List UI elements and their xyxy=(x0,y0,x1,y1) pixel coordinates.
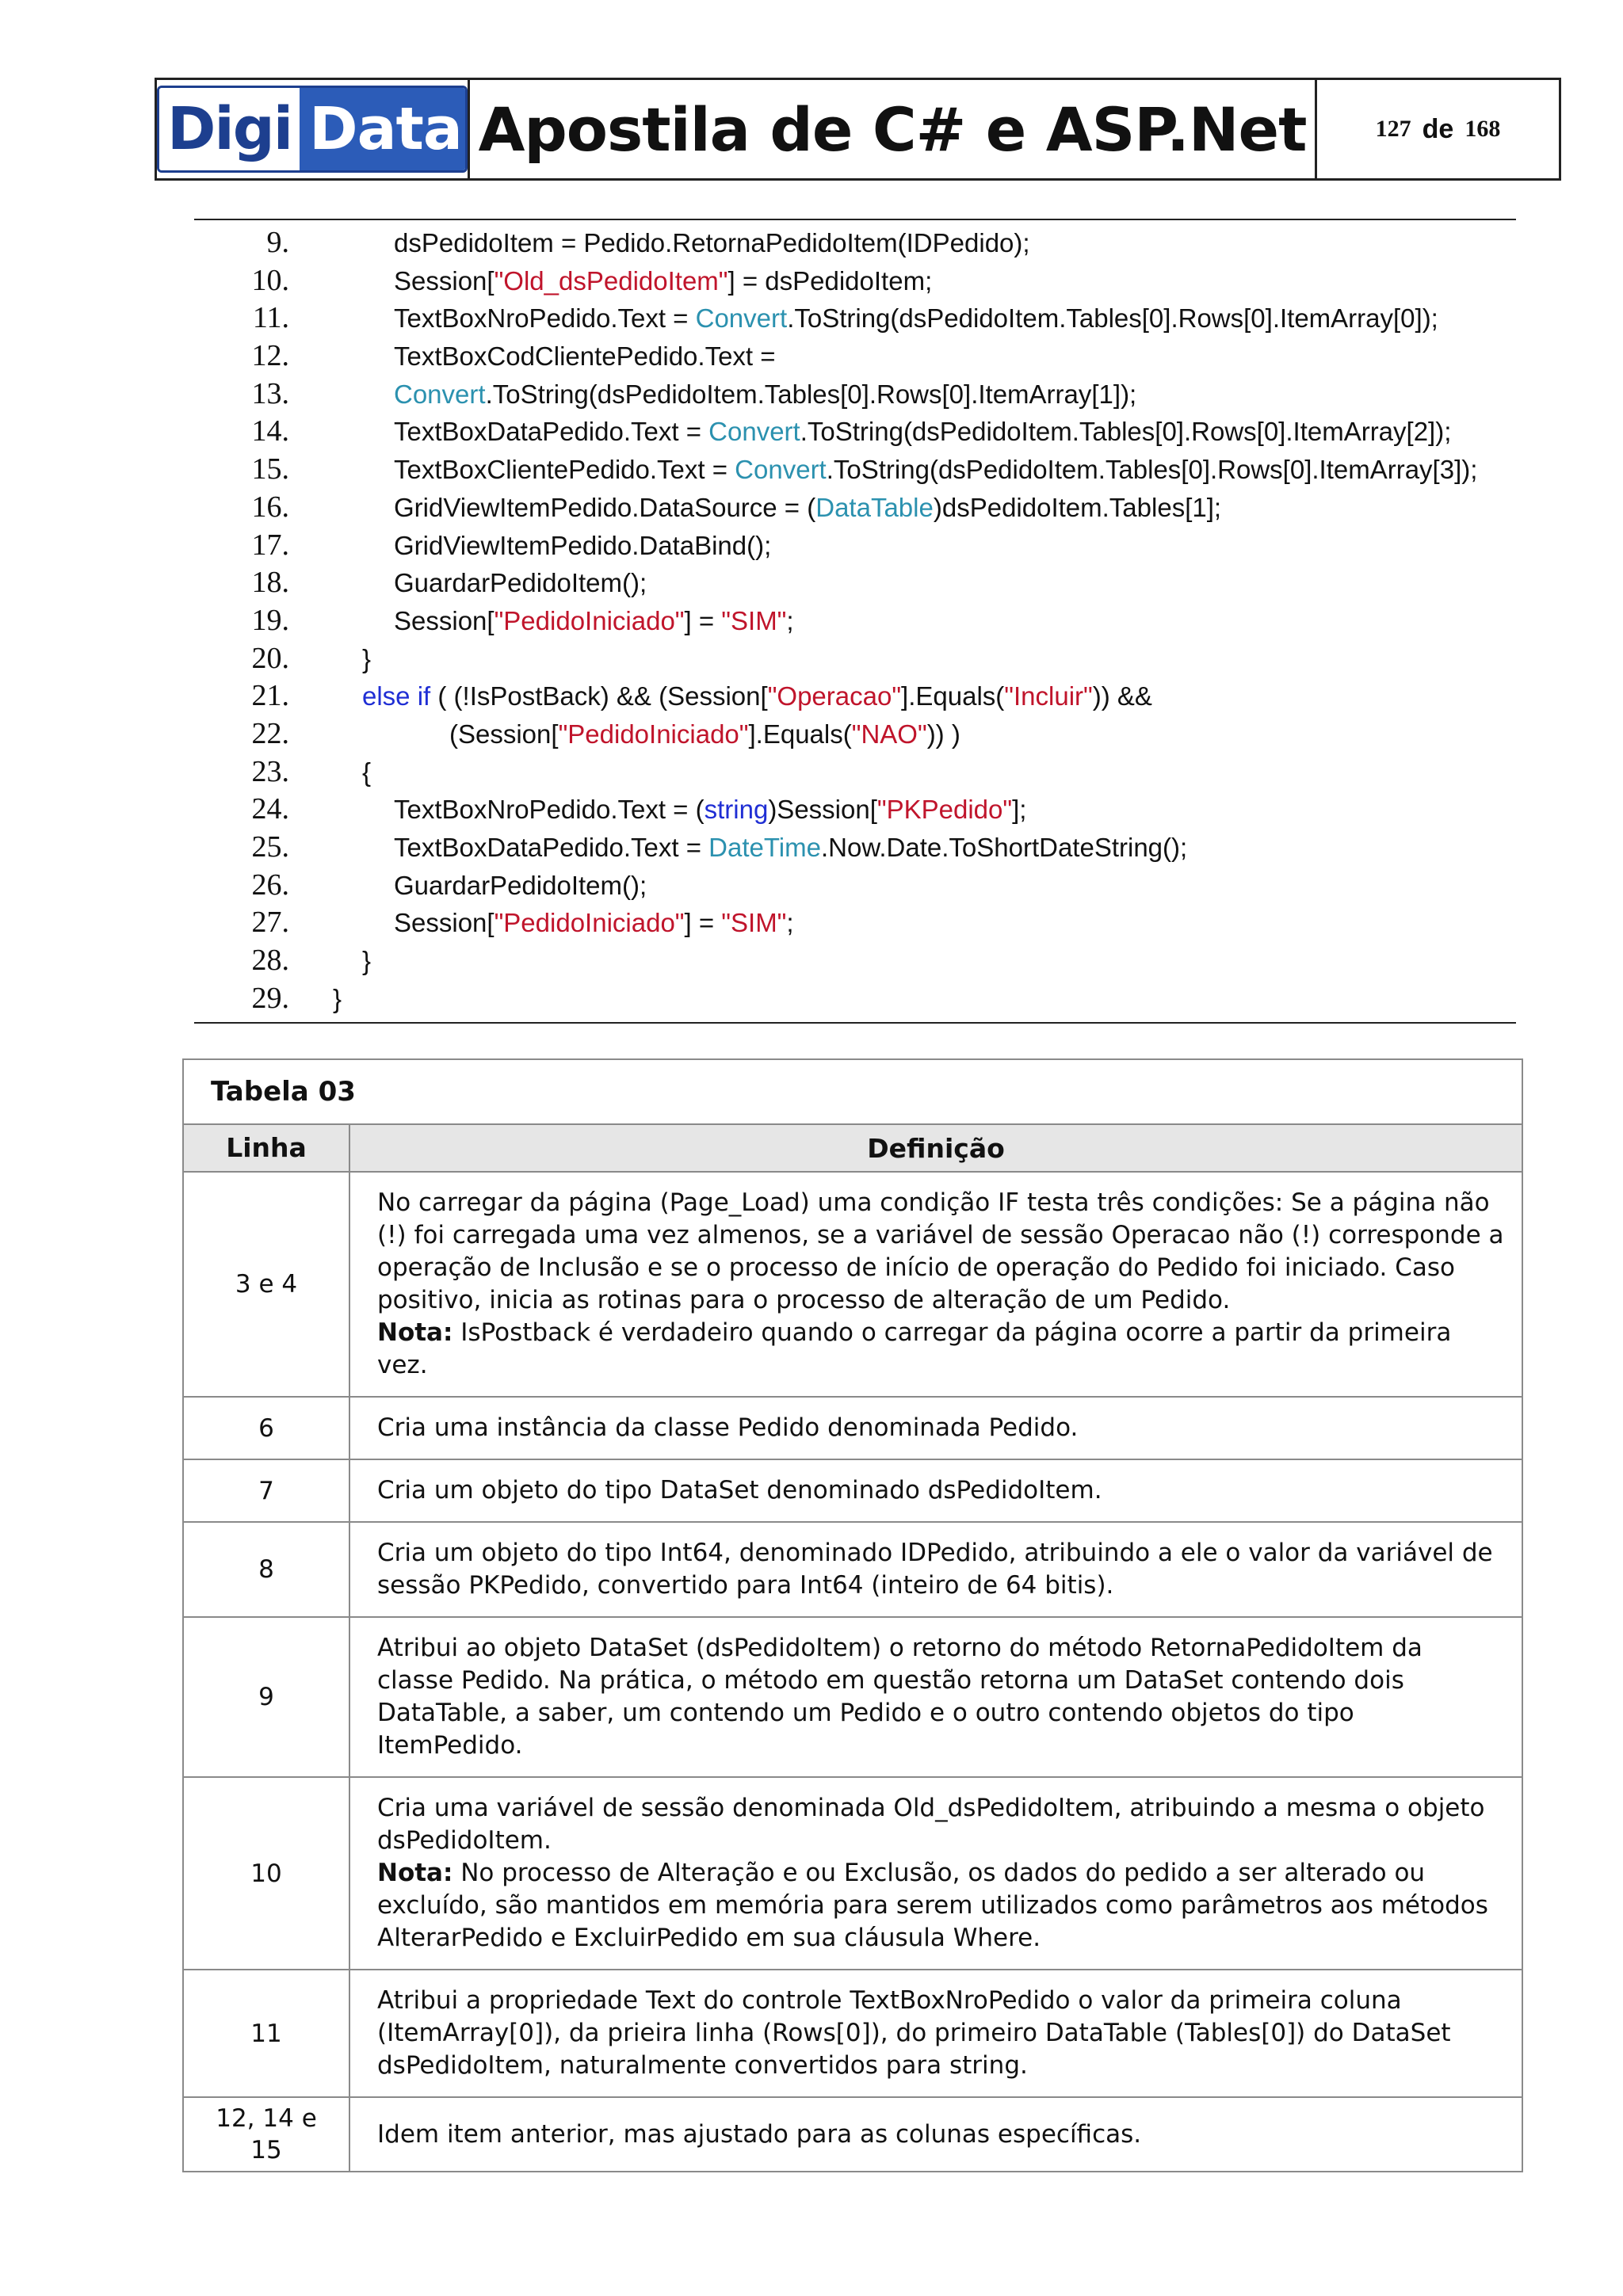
line-number: 12. xyxy=(251,339,289,373)
table-row xyxy=(183,1970,1522,2097)
code-line xyxy=(194,376,1516,414)
code-token: ] = xyxy=(684,605,722,635)
digidata-logo xyxy=(157,86,468,173)
definition-text: Cria uma variável de sessão denominada Old_dsPedidoItem, atribuindo a mesma o objeto dsPedidoItem. xyxy=(377,1794,1485,1855)
code-bottom-rule xyxy=(194,1022,1516,1024)
code-token: .ToString(dsPedidoItem.Tables[0].Rows[0].ItemArray[0]); xyxy=(787,303,1438,334)
code-text xyxy=(394,299,1438,338)
code-string: "Old_dsPedidoItem" xyxy=(494,265,728,296)
table-caption-row xyxy=(183,1059,1522,1124)
code-token: )) && xyxy=(1092,681,1152,711)
table-row xyxy=(183,1172,1522,1397)
code-type: DataTable xyxy=(815,492,934,522)
code-line xyxy=(194,564,1516,602)
code-token: GuardarPedidoItem(); xyxy=(394,870,647,900)
code-text xyxy=(394,829,1187,867)
code-line xyxy=(194,338,1516,376)
code-line xyxy=(194,299,1516,338)
code-string: "NAO" xyxy=(851,719,927,749)
code-token: GridViewItemPedido.DataSource = ( xyxy=(394,492,816,522)
cell-linha: 11 xyxy=(183,1970,349,2097)
code-token: TextBoxDataPedido.Text = xyxy=(394,417,709,447)
cell-linha: 3 e 4 xyxy=(183,1172,349,1397)
code-token: ( (!IsPostBack) && (Session[ xyxy=(430,681,768,711)
line-number: 26. xyxy=(251,868,289,902)
page-number xyxy=(1317,80,1559,178)
line-number: 22. xyxy=(251,716,289,750)
code-text xyxy=(394,527,771,565)
code-type: Convert xyxy=(708,417,800,447)
code-token: ; xyxy=(786,908,794,938)
code-line xyxy=(194,904,1516,942)
code-string: "PedidoIniciado" xyxy=(558,719,749,749)
table-row xyxy=(183,1522,1522,1617)
code-line xyxy=(194,942,1516,980)
code-text xyxy=(394,867,647,905)
cell-definicao xyxy=(349,1522,1522,1617)
code-token: )Session[ xyxy=(768,795,877,825)
line-number: 9. xyxy=(266,226,289,259)
code-token: GridViewItemPedido.DataBind(); xyxy=(394,530,772,560)
table-caption: Tabela 03 xyxy=(183,1059,1522,1124)
col-header-linha: Linha xyxy=(183,1124,349,1172)
definition-text: Idem item anterior, mas ajustado para as colunas específicas. xyxy=(377,2119,1142,2149)
code-text xyxy=(394,262,932,300)
line-number: 16. xyxy=(251,490,289,524)
code-line xyxy=(194,262,1516,300)
code-text xyxy=(394,602,794,640)
definition-text: Cria um objeto do tipo DataSet denominado dsPedidoItem. xyxy=(377,1476,1102,1505)
cell-linha: 12, 14 e 15 xyxy=(183,2097,349,2172)
code-type: Convert xyxy=(695,303,788,334)
code-text xyxy=(394,224,1030,262)
code-top-rule xyxy=(194,219,1516,220)
line-number: 23. xyxy=(251,754,289,788)
note-text: IsPostback é verdadeiro quando o carregar da página ocorre a partir da primeira vez. xyxy=(377,1318,1452,1379)
cell-definicao xyxy=(349,1397,1522,1459)
code-type: Convert xyxy=(394,379,486,409)
code-string: "PKPedido" xyxy=(876,795,1013,825)
col-header-definicao: Definição xyxy=(349,1124,1522,1172)
table-row xyxy=(183,1397,1522,1459)
code-token: TextBoxCodClientePedido.Text = xyxy=(394,341,776,372)
code-line xyxy=(194,527,1516,565)
code-line xyxy=(194,451,1516,489)
line-number: 14. xyxy=(251,414,289,448)
line-number: 11. xyxy=(252,301,289,335)
code-token: ].Equals( xyxy=(901,681,1005,711)
cell-definicao xyxy=(349,1777,1522,1970)
note-label: Nota: xyxy=(377,1318,453,1347)
code-token: ].Equals( xyxy=(748,719,852,749)
code-string: "SIM" xyxy=(721,605,787,635)
code-token: ] = dsPedidoItem; xyxy=(727,265,933,296)
line-number: 21. xyxy=(251,679,289,713)
code-token: } xyxy=(362,946,372,976)
code-text xyxy=(362,640,371,678)
page-current: 127 xyxy=(1375,116,1411,142)
definition-text: Atribui ao objeto DataSet (dsPedidoItem) o retorno do método RetornaPedidoItem da classe Pedido. Na prática, o método em questão retorna um DataSet contendo dois DataTable, a saber, um contendo um Pedido e o outro contendo objetos do tipo ItemPedido. xyxy=(377,1634,1423,1760)
code-token: TextBoxNroPedido.Text = xyxy=(394,303,696,334)
table-row xyxy=(183,1617,1522,1777)
code-token: Session[ xyxy=(394,265,495,296)
line-number: 27. xyxy=(251,906,289,940)
code-type: Convert xyxy=(735,455,827,485)
definition-note xyxy=(377,1857,1506,1955)
cell-definicao xyxy=(349,2097,1522,2172)
table-header-row xyxy=(183,1124,1522,1172)
cell-linha: 9 xyxy=(183,1617,349,1777)
code-token: TextBoxClientePedido.Text = xyxy=(394,455,735,485)
code-token: { xyxy=(362,757,372,787)
line-number: 24. xyxy=(251,792,289,826)
code-text xyxy=(394,564,647,602)
code-token: (Session[ xyxy=(449,719,559,749)
code-token: Session[ xyxy=(394,605,495,635)
line-number: 19. xyxy=(251,603,289,637)
code-token: .ToString(dsPedidoItem.Tables[0].Rows[0].ItemArray[2]); xyxy=(800,417,1452,447)
cell-linha: 8 xyxy=(183,1522,349,1617)
code-token: )) ) xyxy=(926,719,960,749)
code-line xyxy=(194,867,1516,905)
page-de: de xyxy=(1422,113,1454,144)
code-line xyxy=(194,980,1516,1018)
code-line xyxy=(194,640,1516,678)
code-string: "SIM" xyxy=(721,908,787,938)
logo-data: Data xyxy=(300,88,468,170)
code-line xyxy=(194,413,1516,451)
line-number: 25. xyxy=(251,830,289,864)
table-row xyxy=(183,1459,1522,1522)
code-text xyxy=(362,677,1152,715)
code-line xyxy=(194,677,1516,715)
table-row xyxy=(183,1777,1522,1970)
page-total: 168 xyxy=(1465,116,1501,142)
code-token: } xyxy=(333,983,342,1013)
definition-table xyxy=(182,1058,1523,2172)
code-token: .Now.Date.ToShortDateString(); xyxy=(820,833,1188,862)
code-token: .ToString(dsPedidoItem.Tables[0].Rows[0].ItemArray[3]); xyxy=(826,455,1478,485)
code-line xyxy=(194,489,1516,527)
code-line xyxy=(194,224,1516,262)
code-token: ] = xyxy=(684,908,722,938)
code-text xyxy=(394,489,1221,527)
code-token: Session[ xyxy=(394,908,495,938)
logo-digi: Digi xyxy=(159,88,300,170)
code-listing xyxy=(194,224,1516,1017)
note-label: Nota: xyxy=(377,1859,453,1887)
code-text xyxy=(394,376,1136,414)
cell-linha: 6 xyxy=(183,1397,349,1459)
code-text xyxy=(394,413,1451,451)
definition-text: Cria um objeto do tipo Int64, denominado IDPedido, atribuindo a ele o valor da variável de sessão PKPedido, convertido para Int64 (inteiro de 64 bitis). xyxy=(377,1539,1493,1600)
note-text: No processo de Alteração e ou Exclusão, os dados do pedido a ser alterado ou excluído, são mantidos em memória para serem utilizados como parâmetros aos métodos AlterarPedido e ExcluirPedido em sua cláusula Where. xyxy=(377,1859,1488,1952)
code-token: ; xyxy=(786,605,794,635)
definition-text: Cria uma instância da classe Pedido denominada Pedido. xyxy=(377,1413,1079,1442)
code-token: TextBoxDataPedido.Text = xyxy=(394,833,709,862)
page-header xyxy=(155,78,1561,181)
code-token: TextBoxNroPedido.Text = ( xyxy=(394,795,705,825)
line-number: 13. xyxy=(251,376,289,410)
code-token: } xyxy=(362,643,372,673)
code-token: ]; xyxy=(1012,795,1027,825)
code-text xyxy=(362,942,371,980)
code-string: "Operacao" xyxy=(767,681,902,711)
code-line xyxy=(194,715,1516,753)
code-token: )dsPedidoItem.Tables[1]; xyxy=(933,492,1222,522)
code-string: "PedidoIniciado" xyxy=(494,605,685,635)
logo-cell xyxy=(157,80,470,178)
code-line xyxy=(194,602,1516,640)
code-type: DateTime xyxy=(708,833,821,862)
table-row xyxy=(183,2097,1522,2172)
code-text xyxy=(394,904,794,942)
code-text xyxy=(449,715,960,753)
line-number: 28. xyxy=(251,944,289,978)
cell-definicao xyxy=(349,1617,1522,1777)
cell-definicao xyxy=(349,1459,1522,1522)
cell-linha: 7 xyxy=(183,1459,349,1522)
line-number: 15. xyxy=(251,452,289,486)
line-number: 10. xyxy=(251,263,289,297)
code-line xyxy=(194,829,1516,867)
code-string: "PedidoIniciado" xyxy=(494,908,685,938)
line-number: 17. xyxy=(251,528,289,562)
code-line xyxy=(194,791,1516,829)
code-string: "Incluir" xyxy=(1004,681,1093,711)
code-keyword: string xyxy=(704,795,769,825)
definition-note xyxy=(377,1317,1506,1382)
line-number: 18. xyxy=(251,566,289,600)
line-number: 20. xyxy=(251,641,289,675)
code-text xyxy=(394,338,776,376)
definition-text: No carregar da página (Page_Load) uma condição IF testa três condições: Se a página não (!) foi carregada uma vez almenos, se a variável de sessão Operacao não (!) corresponde a operação de Inclusão e se o processo de início de operação do Pedido foi iniciado. Caso positivo, inicia as rotinas para o processo de alteração de um Pedido. xyxy=(377,1188,1504,1314)
code-text xyxy=(333,980,342,1018)
code-text xyxy=(394,451,1477,489)
cell-definicao xyxy=(349,1970,1522,2097)
code-text xyxy=(394,791,1026,829)
cell-definicao xyxy=(349,1172,1522,1397)
code-token: .ToString(dsPedidoItem.Tables[0].Rows[0].ItemArray[1]); xyxy=(485,379,1137,409)
document-title: Apostila de C# e ASP.Net xyxy=(470,80,1317,178)
code-line xyxy=(194,753,1516,791)
line-number: 29. xyxy=(251,981,289,1015)
code-keyword: else if xyxy=(362,681,431,711)
cell-linha: 10 xyxy=(183,1777,349,1970)
code-token: GuardarPedidoItem(); xyxy=(394,568,647,598)
code-text xyxy=(362,753,371,791)
code-token: dsPedidoItem = Pedido.RetornaPedidoItem(IDPedido); xyxy=(394,228,1030,257)
definition-text: Atribui a propriedade Text do controle TextBoxNroPedido o valor da primeira coluna (ItemArray[0]), da prieira linha (Rows[0]), do primeiro DataTable (Tables[0]) do DataSet dsPedidoItem, naturalmente convertidos para string. xyxy=(377,1986,1451,2080)
